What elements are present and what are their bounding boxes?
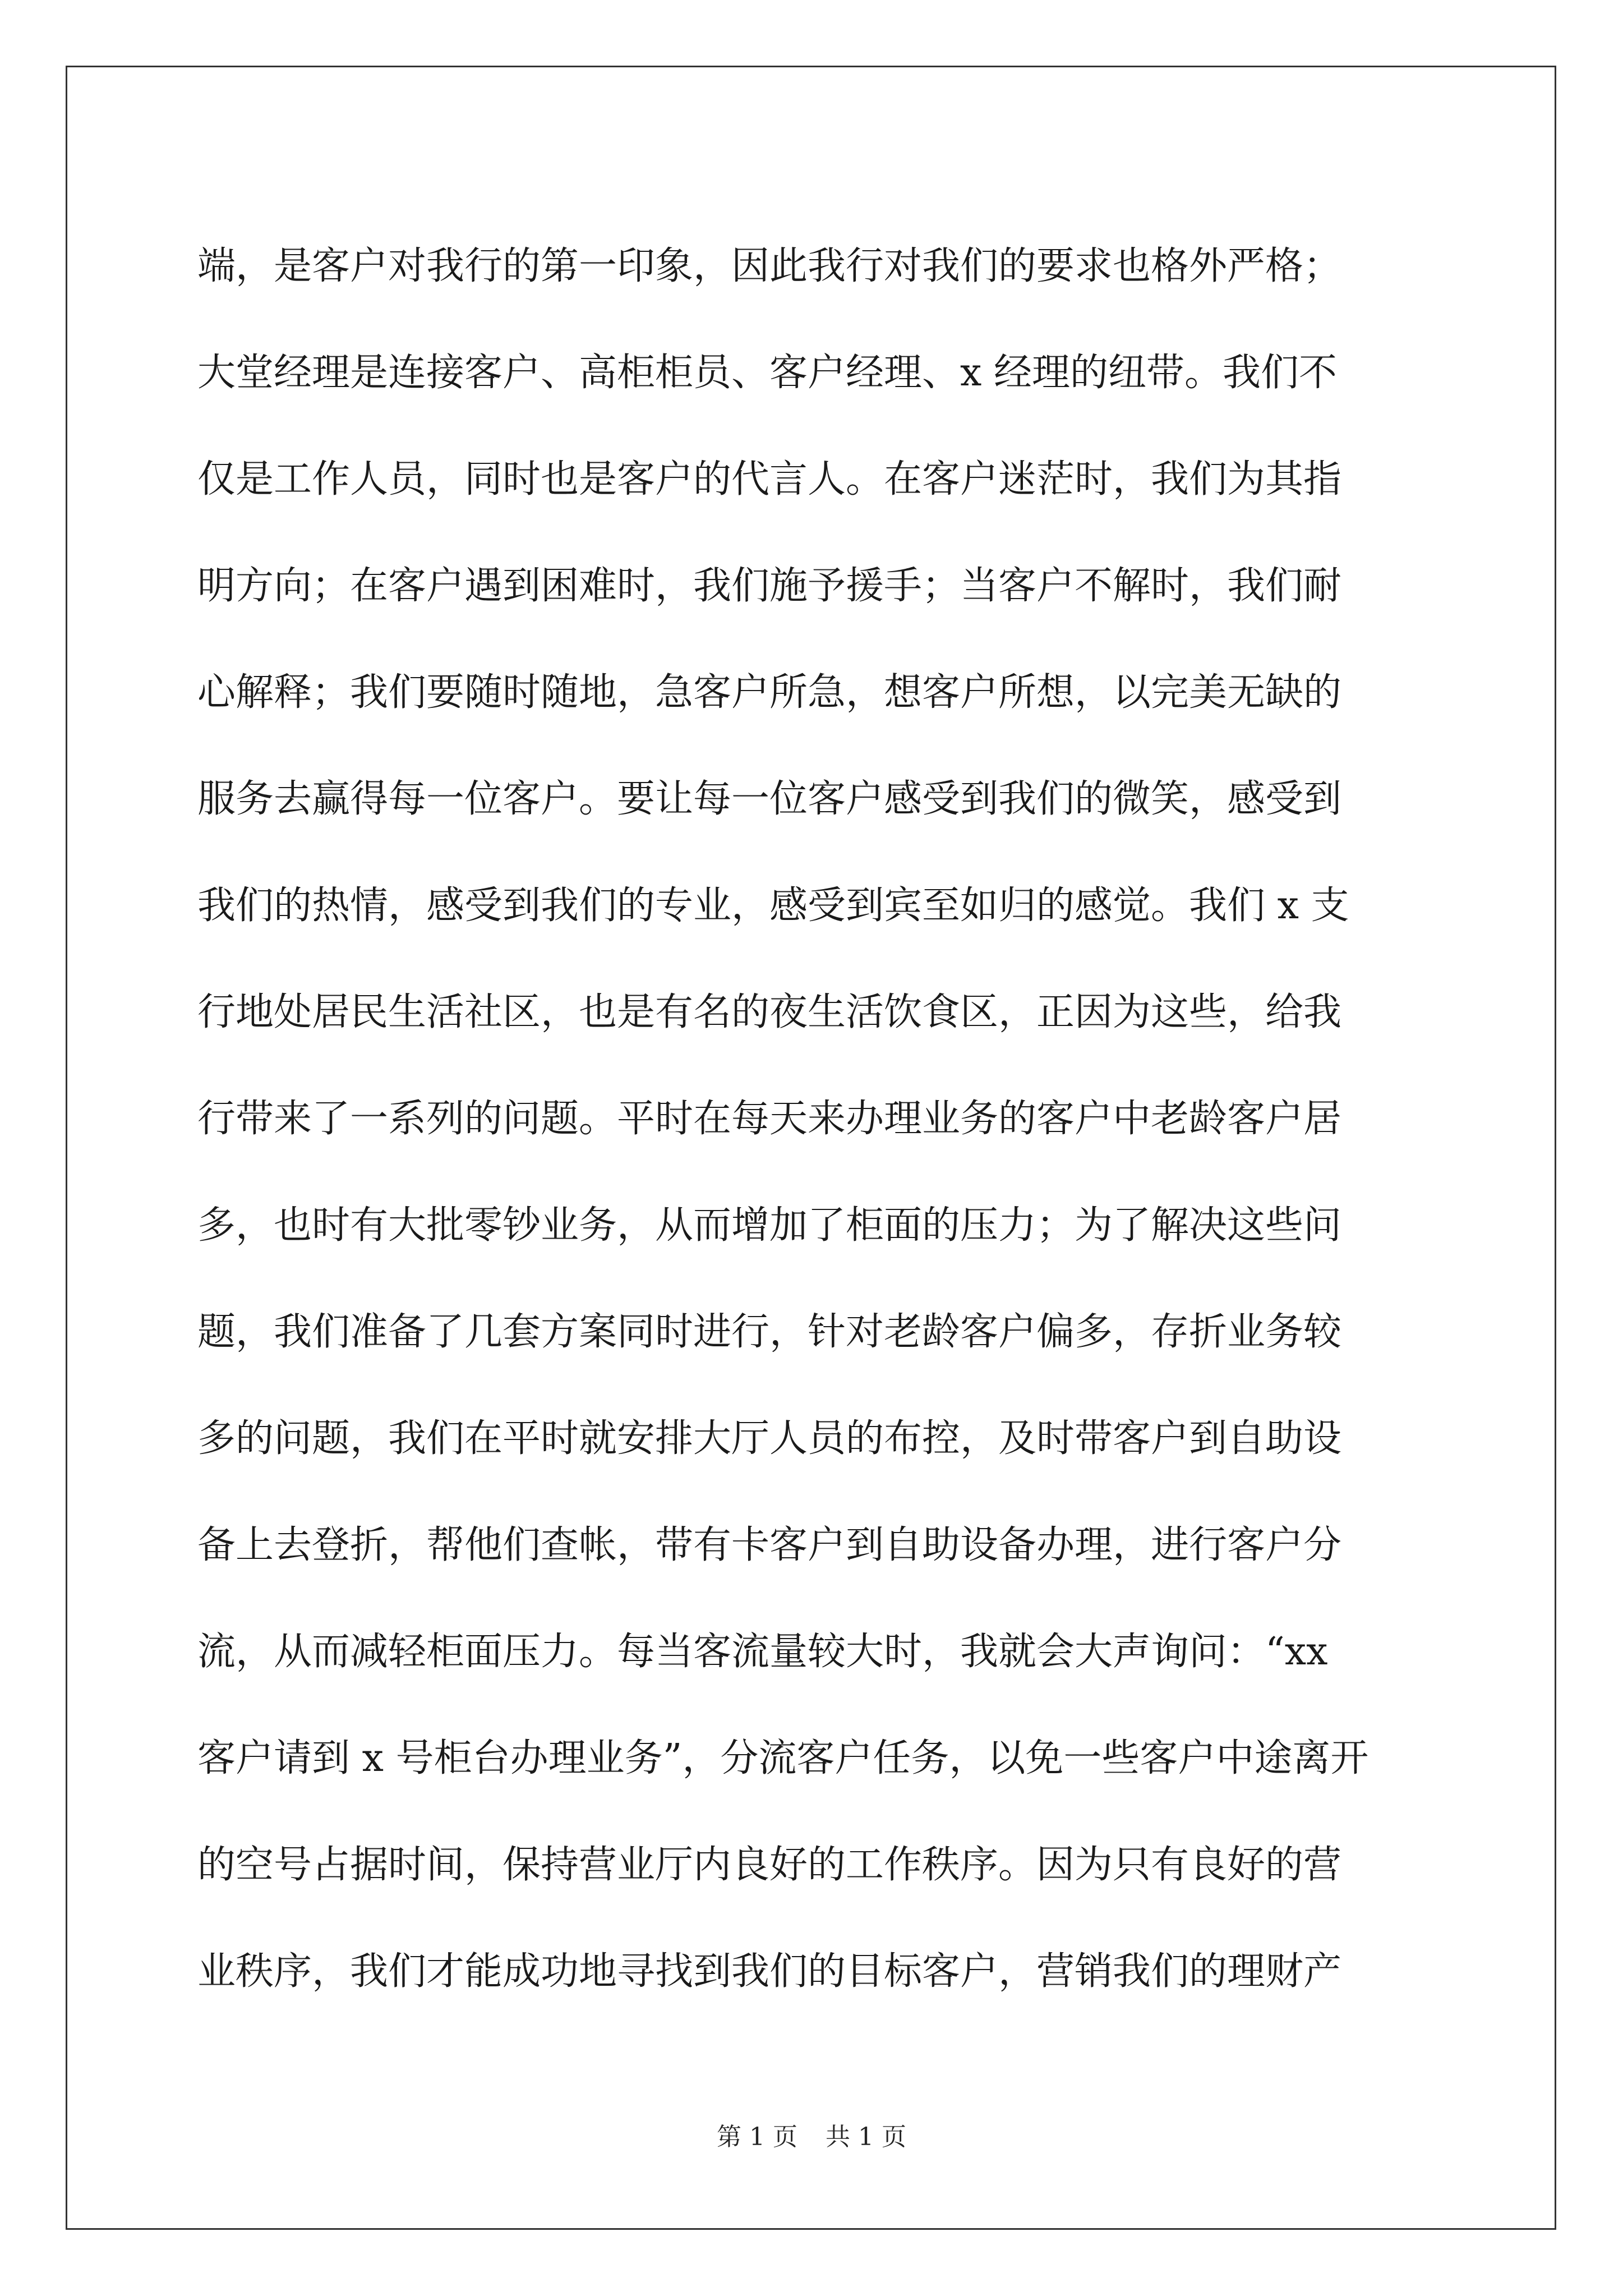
text-line: 大堂经理是连接客户、高柜柜员、客户经理、x 经理的纽带。我们不 — [197, 351, 1337, 395]
text-line: 客户请到 x 号柜台办理业务”，分流客户任务，以免一些客户中途离开 — [197, 1736, 1369, 1780]
text-line: 题，我们准备了几套方案同时进行，针对老龄客户偏多，存折业务较 — [197, 1310, 1342, 1354]
text-line: 流，从而减轻柜面压力。每当客流量较大时，我就会大声询问：“xx — [197, 1630, 1328, 1674]
document-body — [197, 213, 1427, 2025]
text-line: 行带来了一系列的问题。平时在每天来办理业务的客户中老龄客户居 — [197, 1097, 1342, 1141]
text-line: 多，也时有大批零钞业务，从而增加了柜面的压力；为了解决这些问 — [197, 1203, 1342, 1248]
page-total: 共 1 页 — [826, 2123, 906, 2151]
page-footer — [0, 2120, 1623, 2154]
text-line: 多的问题，我们在平时就安排大厅人员的布控，及时带客户到自助设 — [197, 1416, 1342, 1461]
text-line: 心解释；我们要随时随地，急客户所急，想客户所想，以完美无缺的 — [197, 670, 1342, 715]
text-line: 端，是客户对我行的第一印象，因此我行对我们的要求也格外严格； — [197, 244, 1342, 288]
page-number: 第 1 页 — [717, 2123, 797, 2151]
text-line: 备上去登折，帮他们查帐，带有卡客户到自助设备办理，进行客户分 — [197, 1523, 1342, 1567]
text-line: 行地处居民生活社区，也是有名的夜生活饮食区，正因为这些，给我 — [197, 990, 1342, 1034]
text-line: 明方向；在客户遇到困难时，我们施予援手；当客户不解时，我们耐 — [197, 564, 1342, 608]
text-line: 的空号占据时间，保持营业厅内良好的工作秩序。因为只有良好的营 — [197, 1843, 1342, 1887]
text-line: 我们的热情，感受到我们的专业，感受到宾至如归的感觉。我们 x 支 — [197, 884, 1349, 928]
text-line: 业秩序，我们才能成功地寻找到我们的目标客户，营销我们的理财产 — [197, 1949, 1342, 1994]
text-line: 仅是工作人员，同时也是客户的代言人。在客户迷茫时，我们为其指 — [197, 457, 1342, 501]
text-line: 服务去赢得每一位客户。要让每一位客户感受到我们的微笑，感受到 — [197, 777, 1342, 821]
